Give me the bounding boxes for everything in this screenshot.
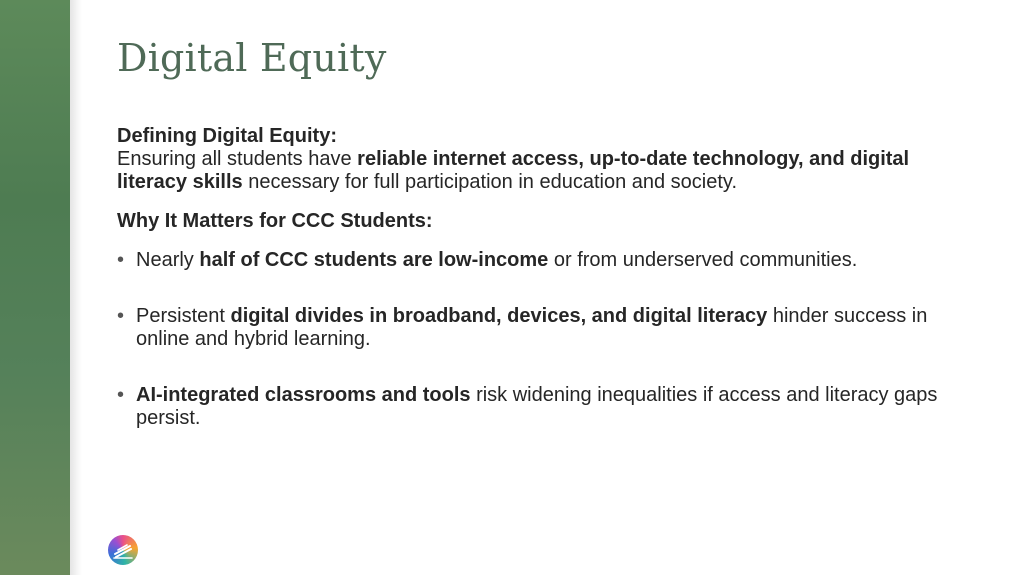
- side-band-shadow: [70, 0, 82, 575]
- side-band: [0, 0, 70, 575]
- bullet-dot: •: [117, 305, 125, 327]
- why-heading: Why It Matters for CCC Students:: [117, 210, 433, 232]
- bullet-text-post: or from underserved communities.: [548, 249, 858, 271]
- definition-text: [117, 148, 957, 194]
- slide-title: Digital Equity: [117, 36, 387, 80]
- bullet-text-post: hinder success in online and hybrid learning.: [136, 305, 928, 350]
- bullet-text-bold: AI-integrated classrooms and tools: [136, 384, 471, 406]
- definition-heading: Defining Digital Equity:: [117, 125, 337, 147]
- bullet-text-post: risk widening inequalities if access and literacy gaps persist.: [136, 384, 938, 429]
- bullet-list: [117, 249, 957, 430]
- bullet-item: [117, 305, 957, 351]
- definition-bold: reliable internet access, up-to-date technology, and digital literacy skills: [117, 148, 910, 193]
- bullet-item: [117, 384, 957, 430]
- bullet-item: [117, 249, 957, 272]
- bullet-dot: •: [117, 384, 125, 406]
- bullet-text-bold: digital divides in broadband, devices, and digital literacy: [230, 305, 768, 327]
- college-logo-mark: [108, 535, 138, 565]
- bullet-text-pre: Persistent: [136, 305, 231, 327]
- definition-text-2: necessary for full participation in education and society.: [242, 171, 738, 193]
- bullet-text-pre: Nearly: [136, 249, 200, 271]
- bullet-dot: •: [117, 249, 125, 271]
- college-logo-icon: [108, 535, 138, 565]
- slide-body: [117, 125, 957, 463]
- bullet-text-bold: half of CCC students are low-income: [199, 249, 549, 271]
- definition-text-1: Ensuring all students have: [117, 148, 358, 170]
